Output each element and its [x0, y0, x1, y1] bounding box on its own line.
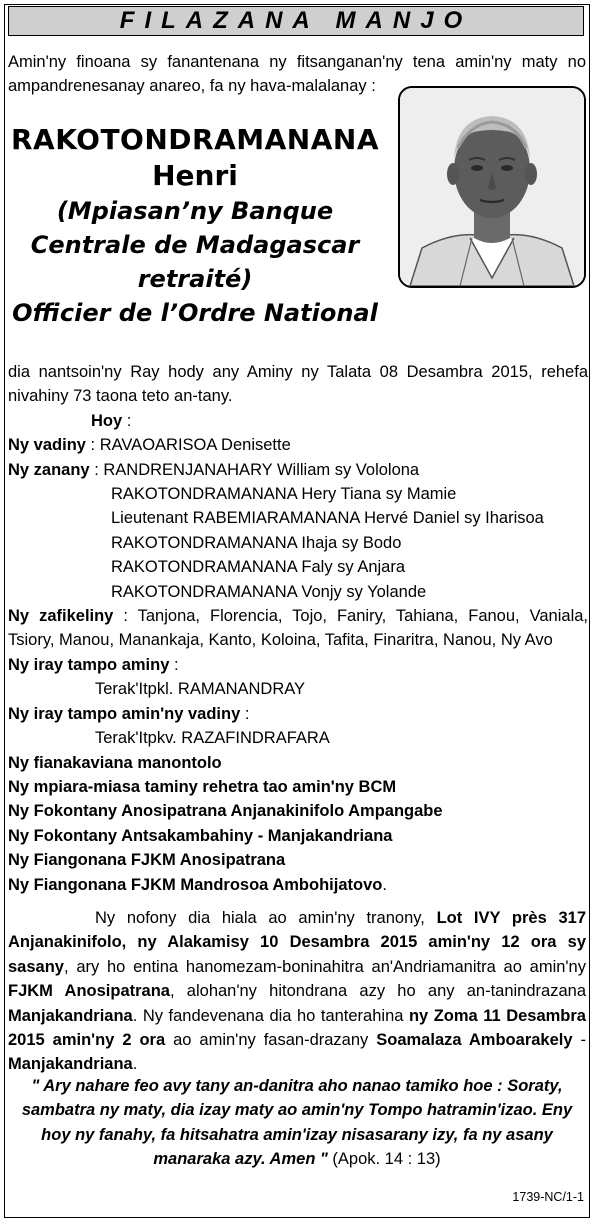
notice-code: 1739-NC/1-1 — [512, 1190, 584, 1204]
child-entry: RAKOTONDRAMANANA Hery Tiana sy Mamie — [111, 485, 457, 504]
grandchildren-label: Ny zafikeliny — [8, 607, 114, 626]
children-label: Ny zanany — [8, 460, 90, 479]
quote-text: " Ary nahare feo avy tany an-danitra aho nanao tamiko hoe : Soraty, sambatra ny maty, dia izay maty ao amin'ny Tompo hatramin'izao. Eny hoy ny fanahy, fa hitsahatra amin'izay nisasarany izy, fa ny asany manaraka azy. Amen " — [21, 1077, 573, 1169]
funeral-text: ao amin'ny fasan-drazany — [165, 1031, 377, 1050]
child-entry: : RANDRENJANAHARY William sy Vololona — [89, 460, 420, 479]
children-line — [8, 458, 588, 482]
other-mourner: Ny Fiangonana FJKM Anosipatrana — [8, 851, 286, 870]
portrait-photo — [398, 86, 586, 288]
funeral-text: , ary ho entina hanomezam-boninahitra an'Andriamanitra ao amin'ny — [63, 957, 586, 976]
grandchildren-value: : Tanjona, Florencia, Tojo, Faniry, Tahiana, Fanou, Vaniala, Tsiory, Manou, Manankaja, Kanto, Koloina, Tafita, Finaritra, Nanou, Ny Avo — [8, 607, 588, 650]
deceased-name-block — [0, 122, 390, 330]
funeral-details — [8, 906, 586, 1077]
funeral-church: FJKM Anosipatrana — [8, 982, 170, 1001]
burial-place: Manjakandriana — [8, 1055, 133, 1074]
notice-title: FILAZANA MANJO — [119, 7, 473, 34]
family-list — [8, 360, 588, 897]
siblings-label: Ny iray tampo aminy — [8, 655, 170, 674]
hoy-line — [8, 409, 588, 433]
other-mourner: Ny mpiara-miasa taminy rehetra tao amin'ny BCM — [8, 777, 397, 796]
funeral-text: - — [572, 1031, 586, 1050]
spouse-siblings-value: Terak'Itpkv. RAZAFINDRAFARA — [95, 729, 330, 748]
hoy-label: Hoy — [91, 411, 123, 430]
deceased-title-line: (Mpiasan’ny Banque — [56, 197, 334, 225]
death-notice: dia nantsoin'ny Ray hody any Aminy ny Talata 08 Desambra 2015, rehefa nivahiny 73 taona teto an-tany. — [8, 363, 588, 406]
other-mourner-end: . — [382, 875, 387, 894]
notice-banner — [8, 6, 584, 36]
child-entry: RAKOTONDRAMANANA Ihaja sy Bodo — [111, 533, 402, 552]
hoy-sep: : — [122, 411, 132, 430]
deceased-given-name: Henri — [152, 159, 238, 192]
burial-date: ny Zoma 11 Desambra 2015 amin'ny 2 ora — [8, 1006, 586, 1050]
spouse-siblings-label: Ny iray tampo amin'ny vadiny — [8, 704, 241, 723]
deceased-surname: RAKOTONDRAMANANA — [10, 123, 380, 156]
funeral-text: . — [132, 1055, 138, 1074]
funeral-text: . Ny fandevenana dia ho tanterahina — [132, 1006, 409, 1025]
siblings-sep: : — [169, 655, 179, 674]
intro-text: Amin'ny finoana sy fanantenana ny fitsanganan'ny tena amin'ny maty no ampandrenesanay anareo, fa ny hava-malalanay : — [8, 53, 586, 96]
bible-quote — [8, 1074, 586, 1172]
other-mourner: Ny fianakaviana manontolo — [8, 753, 222, 772]
funeral-text: Ny nofony dia hiala ao amin'ny tranony, — [95, 909, 437, 927]
funeral-address: Lot IVY près 317 Anjanakinifolo, ny Alakamisy 10 Desambra 2015 amin'ny 12 ora sy sasany — [8, 909, 586, 976]
other-mourner: Ny Fokontany Antsakambahiny - Manjakandriana — [8, 826, 393, 845]
spouse-siblings-line — [8, 702, 588, 726]
siblings-line — [8, 653, 588, 677]
funeral-place: Manjakandriana — [8, 1006, 133, 1025]
other-mourner: Ny Fiangonana FJKM Mandrosoa Ambohijatovo — [8, 875, 383, 894]
grandchildren-line — [8, 604, 588, 653]
spouse-label: Ny vadiny — [8, 436, 86, 455]
burial-tomb: Soamalaza Amboarakely — [376, 1031, 573, 1050]
other-mourner-last — [8, 873, 588, 897]
quote-reference: (Apok. 14 : 13) — [327, 1150, 441, 1169]
deceased-title-line: Centrale de Madagascar — [30, 231, 360, 259]
deceased-title-line: Officier de l’Ordre National — [12, 299, 378, 327]
child-entry: RAKOTONDRAMANANA Vonjy sy Yolande — [111, 582, 427, 601]
other-mourner: Ny Fokontany Anosipatrana Anjanakinifolo Ampangabe — [8, 802, 443, 821]
child-entry: RAKOTONDRAMANANA Faly sy Anjara — [111, 558, 406, 577]
deceased-title-line: retraité) — [137, 265, 253, 293]
funeral-text: , alohan'ny hitondrana azy ho any an-tanindrazana — [169, 982, 586, 1001]
child-entry: Lieutenant RABEMIARAMANANA Hervé Daniel sy Iharisoa — [111, 509, 544, 528]
spouse-siblings-sep: : — [240, 704, 250, 723]
spouse-value: : RAVAOARISOA Denisette — [85, 436, 291, 455]
portrait-image — [400, 88, 584, 286]
siblings-value: Terak'Itpkl. RAMANANDRAY — [95, 680, 306, 699]
spouse-line — [8, 433, 588, 457]
